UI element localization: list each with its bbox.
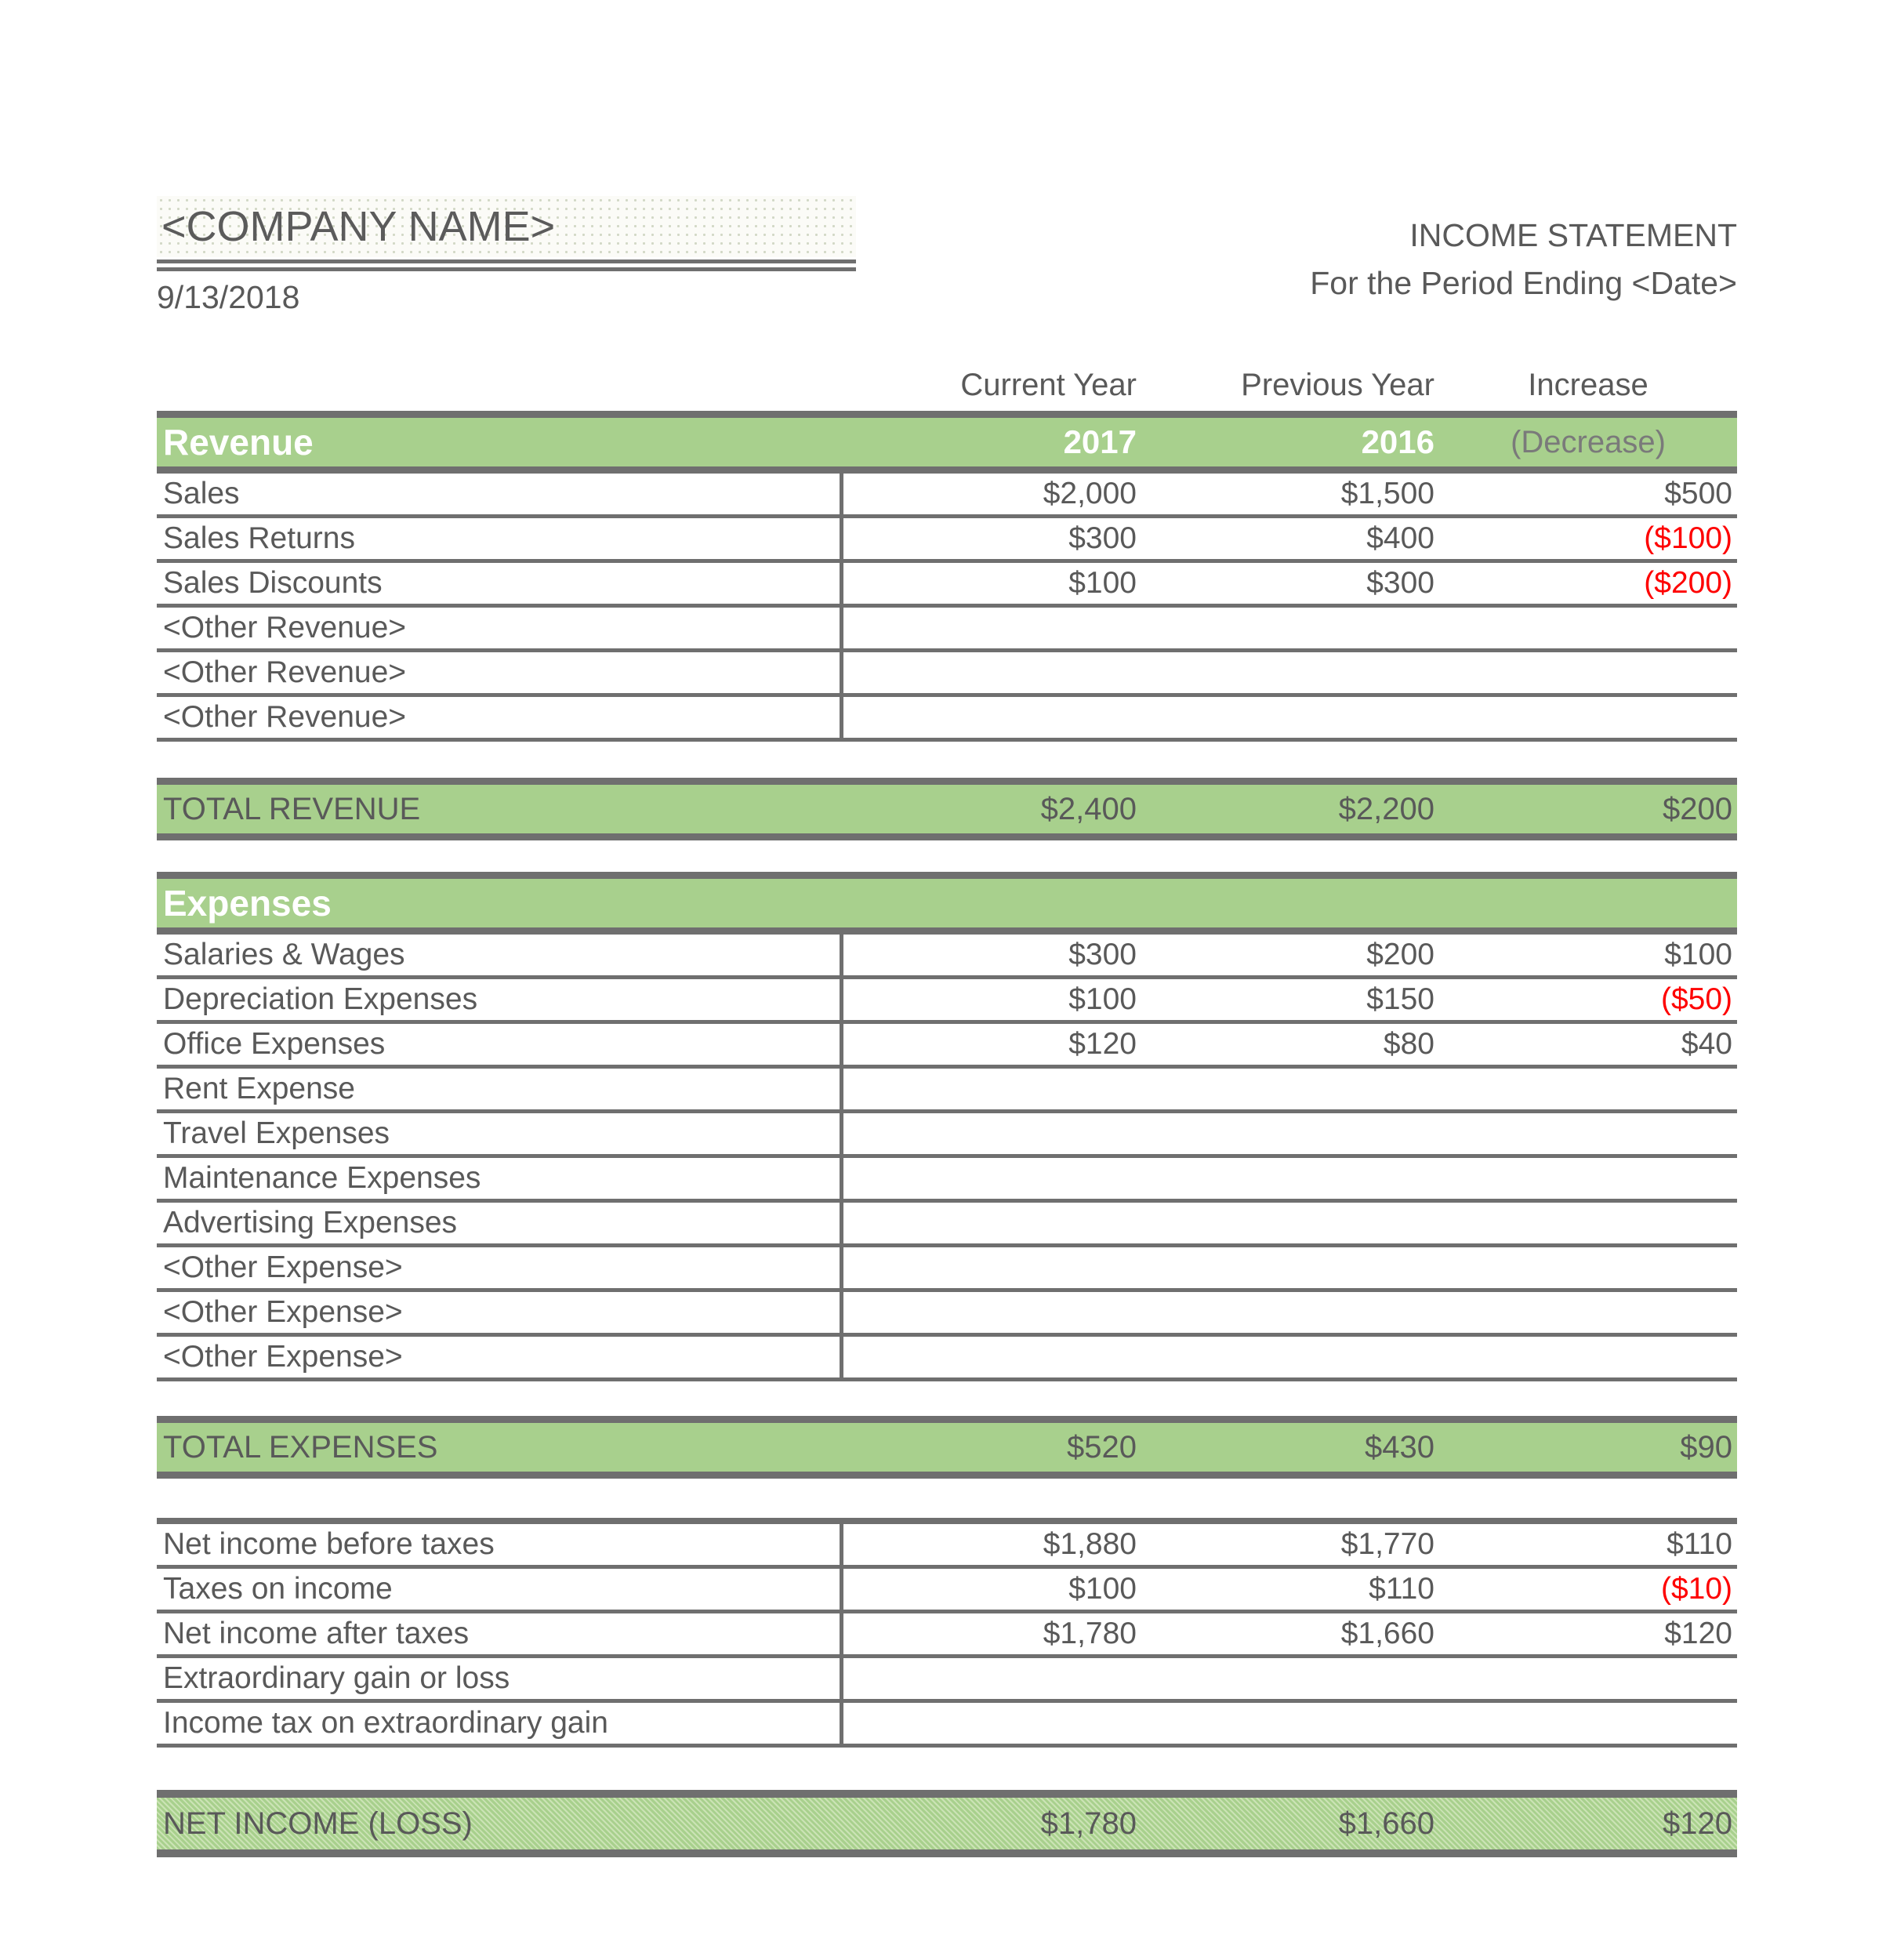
row-label: <Other Revenue>	[157, 652, 843, 693]
title-block	[1310, 196, 1737, 299]
total-revenue-previous: $2,200	[1338, 791, 1434, 826]
row-label: Sales Discounts	[157, 563, 843, 604]
increase-value: ($50)	[1660, 982, 1732, 1016]
table-row	[157, 1113, 1737, 1158]
increase-value: $500	[1664, 477, 1732, 510]
increase-column-header: Increase	[1528, 368, 1648, 402]
previous-year-value: $200	[1366, 938, 1434, 971]
row-label: Rent Expense	[157, 1069, 843, 1109]
previous-year-value: $110	[1369, 1572, 1434, 1606]
total-revenue-row	[157, 778, 1737, 840]
net-income-previous: $1,660	[1338, 1806, 1434, 1841]
previous-year-value: $150	[1366, 982, 1434, 1016]
previous-year-label: 2016	[1361, 423, 1434, 460]
total-expenses-row	[157, 1416, 1737, 1479]
current-year-value: $1,780	[1043, 1617, 1137, 1650]
previous-year-value: $1,770	[1340, 1527, 1434, 1561]
row-label: Salaries & Wages	[157, 935, 843, 975]
table-row	[157, 1292, 1737, 1337]
table-row	[157, 1524, 1737, 1569]
section-gap	[157, 742, 1737, 778]
row-label: <Other Revenue>	[157, 608, 843, 648]
row-label: Travel Expenses	[157, 1113, 843, 1154]
total-expenses-label: TOTAL EXPENSES	[163, 1429, 438, 1465]
document-content	[157, 196, 1737, 1857]
table-row	[157, 979, 1737, 1024]
row-label: Taxes on income	[157, 1569, 843, 1610]
row-label: Maintenance Expenses	[157, 1158, 843, 1199]
table-row	[157, 1703, 1737, 1748]
current-year-value: $100	[1068, 982, 1137, 1016]
table-row	[157, 518, 1737, 563]
previous-year-value: $400	[1366, 521, 1434, 555]
row-label: <Other Expense>	[157, 1337, 843, 1377]
table-row	[157, 1613, 1737, 1658]
total-expenses-previous: $430	[1365, 1429, 1434, 1465]
increase-value: $40	[1681, 1027, 1732, 1061]
table-row	[157, 1337, 1737, 1381]
current-year-value: $2,000	[1043, 477, 1137, 510]
previous-year-value: $1,660	[1340, 1617, 1434, 1650]
document-header	[157, 196, 1737, 316]
row-label: Net income before taxes	[157, 1524, 843, 1565]
company-block	[157, 196, 856, 316]
revenue-header-row	[157, 411, 1737, 474]
statement-date: 9/13/2018	[157, 279, 300, 315]
decrease-label: (Decrease)	[1511, 424, 1666, 459]
increase-value: ($100)	[1644, 521, 1732, 555]
row-label: <Other Expense>	[157, 1292, 843, 1333]
row-label: Depreciation Expenses	[157, 979, 843, 1020]
previous-year-value: $1,500	[1340, 477, 1434, 510]
current-year-value: $1,880	[1043, 1527, 1137, 1561]
current-year-value: $120	[1068, 1027, 1137, 1061]
table-row	[157, 652, 1737, 697]
row-label: Sales Returns	[157, 518, 843, 559]
table-row	[157, 1203, 1737, 1247]
current-year-value: $100	[1068, 566, 1137, 600]
revenue-rows	[157, 474, 1737, 742]
current-year-value: $300	[1068, 521, 1137, 555]
total-expenses-current: $520	[1067, 1429, 1137, 1465]
table-row	[157, 1569, 1737, 1613]
net-income-current: $1,780	[1040, 1806, 1137, 1841]
expenses-header-row	[157, 872, 1737, 935]
current-year-column-header: Current Year	[960, 368, 1137, 402]
revenue-section-title: Revenue	[163, 422, 314, 463]
column-headers	[157, 368, 1737, 411]
table-row	[157, 563, 1737, 608]
section-gap	[157, 840, 1737, 872]
net-income-row	[157, 1790, 1737, 1857]
net-income-summary-section	[157, 1518, 1737, 1748]
revenue-section	[157, 411, 1737, 742]
current-year-label: 2017	[1063, 423, 1137, 460]
row-label: <Other Expense>	[157, 1247, 843, 1288]
increase-value: ($200)	[1644, 566, 1732, 600]
document-title: INCOME STATEMENT	[1409, 217, 1737, 253]
row-label: Office Expenses	[157, 1024, 843, 1065]
section-gap	[157, 1479, 1737, 1518]
current-year-value: $300	[1068, 938, 1137, 971]
header-divider	[157, 260, 856, 271]
row-label: Extraordinary gain or loss	[157, 1658, 843, 1699]
row-label: Net income after taxes	[157, 1613, 843, 1654]
table-row	[157, 697, 1737, 742]
expenses-section-title: Expenses	[163, 883, 332, 924]
table-row	[157, 935, 1737, 979]
previous-year-value: $80	[1383, 1027, 1434, 1061]
section-gap	[157, 1381, 1737, 1416]
section-gap	[157, 1748, 1737, 1790]
table-row	[157, 1024, 1737, 1069]
table-row	[157, 1158, 1737, 1203]
table-row	[157, 608, 1737, 652]
row-label: Income tax on extraordinary gain	[157, 1703, 843, 1744]
table-row	[157, 1247, 1737, 1292]
expenses-section	[157, 872, 1737, 1381]
previous-year-value: $300	[1366, 566, 1434, 600]
row-label: <Other Revenue>	[157, 697, 843, 738]
expenses-rows	[157, 935, 1737, 1381]
increase-value: $110	[1667, 1527, 1732, 1561]
net-income-label: NET INCOME (LOSS)	[163, 1806, 473, 1841]
total-revenue-label: TOTAL REVENUE	[163, 791, 421, 826]
increase-value: $100	[1664, 938, 1732, 971]
total-expenses-change: $90	[1680, 1429, 1732, 1465]
total-revenue-current: $2,400	[1040, 791, 1137, 826]
increase-value: $120	[1664, 1617, 1732, 1650]
period-ending-field: For the Period Ending <Date>	[1310, 265, 1737, 301]
row-label: Sales	[157, 474, 843, 514]
net-income-change: $120	[1663, 1806, 1732, 1841]
row-label: Advertising Expenses	[157, 1203, 843, 1243]
table-row	[157, 1069, 1737, 1113]
table-row	[157, 474, 1737, 518]
current-year-value: $100	[1068, 1572, 1137, 1606]
company-name-field: <COMPANY NAME>	[157, 196, 856, 257]
table-row	[157, 1658, 1737, 1703]
previous-year-column-header: Previous Year	[1241, 368, 1434, 402]
total-revenue-change: $200	[1663, 791, 1732, 826]
increase-value: ($10)	[1660, 1572, 1732, 1606]
